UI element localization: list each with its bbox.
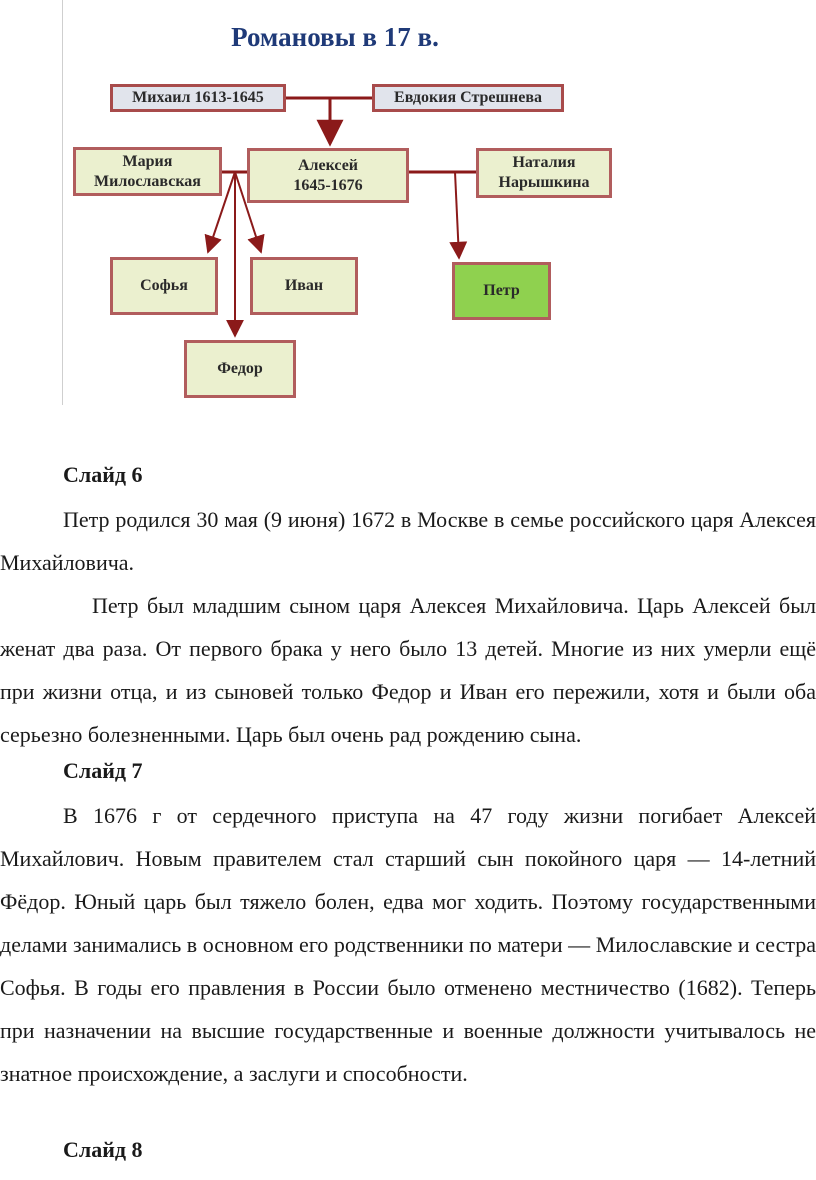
node-fedor bbox=[184, 340, 296, 398]
node-petr-label: Петр bbox=[483, 282, 520, 299]
node-evdokia-label: Евдокия Стрешнева bbox=[394, 89, 542, 106]
node-natalia bbox=[476, 148, 612, 198]
arrow-to-petr bbox=[455, 172, 459, 258]
node-fedor-label: Федор bbox=[217, 360, 263, 377]
node-sofia bbox=[110, 257, 218, 315]
romanov-family-diagram bbox=[0, 0, 816, 410]
node-aleksei bbox=[247, 148, 409, 203]
node-maria-label: Мария Милославская bbox=[94, 152, 201, 190]
node-ivan bbox=[250, 257, 358, 315]
node-natalia-label: Наталия Нарышкина bbox=[498, 154, 590, 191]
node-mikhail bbox=[110, 84, 286, 112]
node-mikhail-label: Михаил 1613-1645 bbox=[132, 89, 264, 106]
slide7-paragraph-1: В 1676 г от сердечного приступа на 47 году жизни погибает Алексей Михайлович. Новым правителем стал старший сын покойного царя — 14-летний Фёдор. Юный царь был тяжело болен, едва мог ходить. Поэтому государственными делами занимались в основном его родственники по матери — Милославские и сестра Софья. В годы его правления в России было отменено местничество (1682). Теперь при назначении на высшие государственные и военные должности учитывалось не знатное происхождение, а заслуги и способности. bbox=[0, 803, 816, 1086]
node-sofia-label: Софья bbox=[140, 277, 188, 294]
node-petr bbox=[452, 262, 551, 320]
node-maria bbox=[73, 147, 222, 196]
slide8-heading: Слайд 8 bbox=[63, 1137, 143, 1162]
slide7-heading: Слайд 7 bbox=[63, 758, 143, 783]
slide6-heading: Слайд 6 bbox=[63, 462, 143, 487]
node-aleksei-label: Алексей 1645-1676 bbox=[293, 156, 363, 194]
connector-lines bbox=[0, 0, 816, 410]
node-evdokia bbox=[372, 84, 564, 112]
slide6-paragraph-2: Петр был младшим сыном царя Алексея Михайловича. Царь Алексей был женат два раза. От первого брака у него было 13 детей. Многие из них умерли ещё при жизни отца, и из сыновей только Федор и Иван его пережили, хотя и были оба серьезно болезненными. Царь был очень рад рождению сына. bbox=[0, 593, 816, 747]
node-ivan-label: Иван bbox=[284, 277, 324, 294]
slide6-paragraph-1: Петр родился 30 мая (9 июня) 1672 в Москве в семье российского царя Алексея Михайловича. bbox=[0, 507, 816, 575]
diagram-title: Романовы в 17 в. bbox=[231, 22, 439, 52]
